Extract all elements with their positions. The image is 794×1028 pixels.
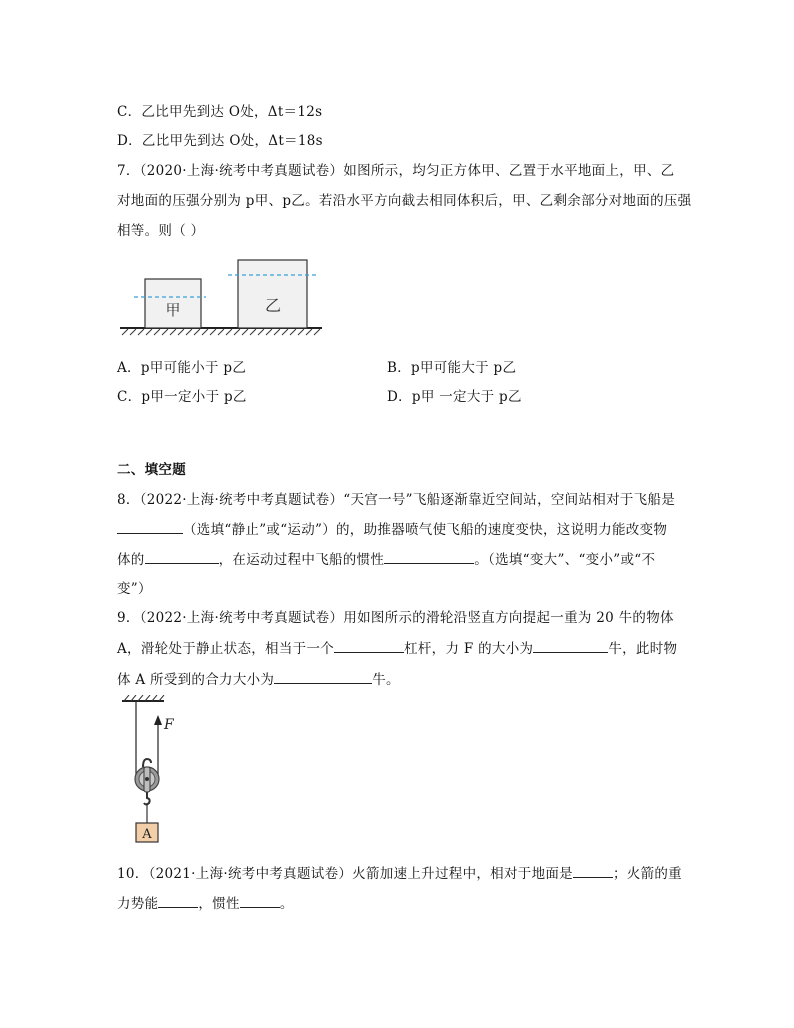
cube-jia-label: 甲 (165, 301, 181, 319)
q7-line1: 7．（2020·上海·统考中考真题试卷）如图所示，均匀正方体甲、乙置于水平地面上，甲、乙 (117, 163, 675, 179)
q10-line1-text-a: 10．（2021·上海·统考中考真题试卷）火箭加速上升过程中，相对于地面是 (117, 866, 573, 882)
q7-line3: 相等。则（ ） (117, 223, 205, 239)
cube-yi (238, 260, 307, 328)
q7-option-c: C．p甲一定小于 p乙 (117, 389, 247, 405)
q9-line1: 9．（2022·上海·统考中考真题试卷）用如图所示的滑轮沿竖直方向提起一重为 20 牛的物体 (117, 610, 674, 626)
q8-line3 (117, 548, 655, 568)
q10-line2-text-a: 力势能 (117, 896, 159, 912)
block-a-label: A (142, 827, 152, 842)
q8-line4: 变”） (117, 581, 152, 597)
q10-line1 (117, 862, 682, 882)
q10-line1-text-b: ；火箭的重 (612, 866, 682, 882)
q7-line2: 对地面的压强分别为 p甲、p乙。若沿水平方向截去相同体积后，甲、乙剩余部分对地面的压强 (117, 193, 692, 209)
cube-yi-label: 乙 (264, 296, 282, 315)
option-c-prev: C．乙比甲先到达 O处，Δt＝12s (117, 104, 323, 120)
q9-line3 (117, 668, 400, 688)
answer-blank[interactable] (533, 640, 608, 653)
answer-blank[interactable] (573, 865, 613, 878)
q8-line2 (117, 518, 667, 538)
answer-blank[interactable] (158, 895, 198, 908)
q9-line3-text-a: 体 A 所受到的合力大小为 (117, 672, 275, 688)
q8-line3-text-c: 。（选填“变大”、“变小”或“不 (474, 552, 656, 568)
top-hook-icon (143, 759, 151, 767)
q7-option-b: B．p甲可能大于 p乙 (387, 360, 517, 376)
q9-line2-text-b: 杠杆，力 F 的大小为 (404, 641, 534, 657)
ground-hatching (122, 329, 320, 335)
answer-blank[interactable] (240, 895, 280, 908)
q8-line3-text-a: 体的 (117, 552, 145, 568)
answer-blank[interactable] (145, 551, 219, 564)
q10-line2 (117, 892, 294, 912)
bottom-hook-icon (144, 792, 150, 805)
q9-line3-text-b: 牛。 (372, 672, 400, 688)
q10-line2-text-b: ，惯性 (198, 896, 240, 912)
answer-blank[interactable] (334, 640, 404, 653)
section-title: 二、填空题 (117, 462, 186, 478)
q8-line3-text-b: ，在运动过程中飞船的惯性 (218, 552, 385, 568)
answer-blank[interactable] (274, 671, 372, 684)
answer-blank[interactable] (384, 551, 474, 564)
q10-line2-text-c: 。 (279, 896, 294, 912)
q7-option-a: A．p甲可能小于 p乙 (117, 360, 247, 376)
q9-line2-text-a: A，滑轮处于静止状态，相当于一个 (117, 641, 335, 657)
force-arrow-icon (154, 715, 162, 725)
pulley-axle (145, 777, 149, 781)
q7-cubes-figure (118, 255, 328, 340)
q9-line2-text-c: 牛，此时物 (608, 641, 678, 657)
answer-blank[interactable] (117, 521, 183, 534)
q8-line2-text: （选填“静止”或“运动”）的，助推器喷气使飞船的速度变快，这说明力能改变物 (183, 522, 668, 538)
q7-option-d: D．p甲 一定大于 p乙 (387, 389, 522, 405)
force-label: F (164, 717, 174, 733)
option-d-prev: D．乙比甲先到达 O处，Δt＝18s (117, 133, 323, 149)
q8-line1: 8．（2022·上海·统考中考真题试卷）“天宫一号”飞船逐渐靠近空间站，空间站相对于飞船是 (117, 492, 676, 508)
q9-line2 (117, 637, 677, 657)
q9-pulley-figure (118, 695, 178, 845)
